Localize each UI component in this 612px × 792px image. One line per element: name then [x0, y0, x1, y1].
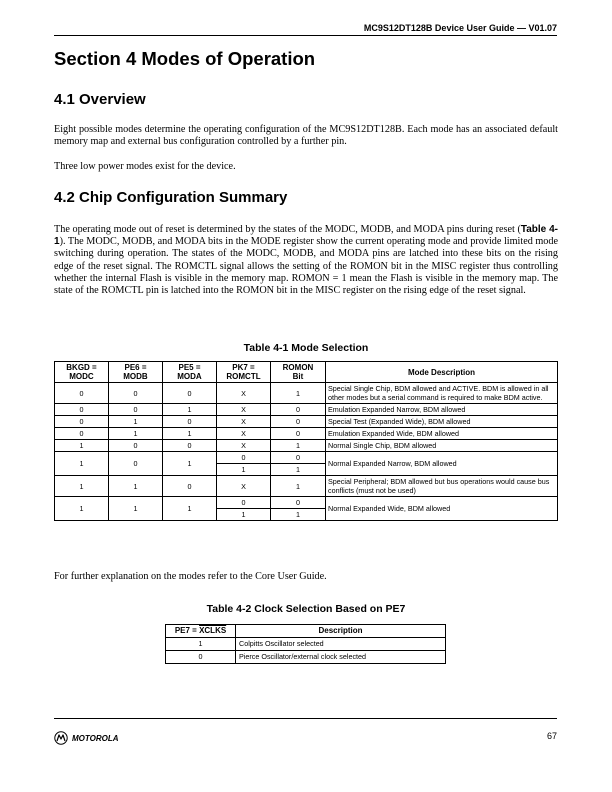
subsection-title-chip-config: 4.2 Chip Configuration Summary: [54, 189, 288, 206]
header-modb: [109, 362, 163, 383]
cell-modb: 1: [109, 428, 163, 440]
cell-pe7: 0: [166, 651, 236, 664]
cell-description: Emulation Expanded Narrow, BDM allowed: [326, 404, 558, 416]
cell-modb: 0: [109, 440, 163, 452]
motorola-batwing-icon: [54, 731, 68, 745]
cell-romon: 1: [271, 509, 326, 521]
footer-brand: MOTOROLA: [72, 733, 119, 743]
cell-modc: 1: [55, 452, 109, 476]
cell-moda: 1: [163, 452, 217, 476]
cell-modc: 1: [55, 476, 109, 497]
header-moda: [163, 362, 217, 383]
cell-modb: 0: [109, 404, 163, 416]
cell-romctl: X: [217, 416, 271, 428]
table-4-2-caption: Table 4-2 Clock Selection Based on PE7: [206, 603, 406, 615]
cell-romon: 0: [271, 428, 326, 440]
header-pe7: [166, 625, 236, 638]
header-modc-line1: BKGD =: [66, 363, 97, 372]
cell-pe7: 1: [166, 638, 236, 651]
page-number: 67: [546, 731, 557, 741]
cell-romctl: X: [217, 476, 271, 497]
cell-modb: 1: [109, 497, 163, 521]
cell-romctl: 0: [217, 452, 271, 464]
cell-romon: 0: [271, 452, 326, 464]
cell-modb: 1: [109, 476, 163, 497]
cell-romon: 1: [271, 476, 326, 497]
table-row: [55, 416, 558, 428]
header-moda-line1: PE5 =: [178, 363, 201, 372]
cell-description: Normal Expanded Narrow, BDM allowed: [326, 452, 558, 476]
cell-romctl: X: [217, 404, 271, 416]
cell-moda: 1: [163, 404, 217, 416]
table-row: [166, 651, 446, 664]
table-row: [55, 383, 558, 404]
mode-selection-table: [54, 361, 558, 521]
cell-modb: 0: [109, 383, 163, 404]
overview-paragraph-2: Three low power modes exist for the device.: [54, 161, 236, 172]
cell-description: Normal Expanded Wide, BDM allowed: [326, 497, 558, 521]
cell-description: Normal Single Chip, BDM allowed: [326, 440, 558, 452]
cell-moda: 0: [163, 383, 217, 404]
table-row: [55, 404, 558, 416]
cell-romctl: X: [217, 440, 271, 452]
chip-config-text-b: ). The MODC, MODB, and MODA bits in the MODE register show the current operating mode and provide limited mode switching during operation. The states of the MODC, MODB, and MODA pins are latched into these bits on the rising edge of the reset signal. The ROMCTL signal allows the setting of the ROMON bit in the MISC register thus controlling whether the internal Flash is visible in the memory map. ROMON = 1 mean the Flash is visible in the memory map. The state of the ROMCTL pin is latched into the ROMON bit in the MISC register on the rising edge of the reset signal.: [54, 236, 558, 297]
cell-romctl: 0: [217, 497, 271, 509]
header-romctl: [217, 362, 271, 383]
cell-modc: 1: [55, 440, 109, 452]
cell-description: Emulation Expanded Wide, BDM allowed: [326, 428, 558, 440]
cell-moda: 0: [163, 476, 217, 497]
header-modc: [55, 362, 109, 383]
cell-romctl: X: [217, 383, 271, 404]
document-header-title: MC9S12DT128B Device User Guide — V01.07: [363, 23, 557, 33]
footer-logo: [54, 731, 119, 745]
cell-moda: 1: [163, 497, 217, 521]
overview-paragraph-1: Eight possible modes determine the operating configuration of the MC9S12DT128B. Each mode has an associated default memory map and external bus configuration controlled by a further pin.: [54, 124, 558, 148]
header-rule: [54, 35, 557, 36]
cell-modb: 0: [109, 452, 163, 476]
header-moda-line2: MODA: [177, 372, 202, 381]
cell-modc: 0: [55, 383, 109, 404]
further-explanation-text: For further explanation on the modes refer to the Core User Guide.: [54, 571, 327, 582]
table-row: [55, 497, 558, 509]
cell-description: Special Test (Expanded Wide), BDM allowed: [326, 416, 558, 428]
cell-moda: 0: [163, 440, 217, 452]
cell-romon: 1: [271, 464, 326, 476]
chip-config-text-a: The operating mode out of reset is determined by the states of the MODC, MODB, and MODA pins during reset (: [54, 224, 521, 235]
header-romon-line2: Bit: [292, 372, 304, 381]
table-header-row: [55, 362, 558, 383]
table-row: [55, 428, 558, 440]
table-header-row: [166, 625, 446, 638]
cell-romon: 0: [271, 404, 326, 416]
table-4-1-reference-link[interactable]: Table 4-1: [54, 224, 558, 248]
header-modc-line2: MODC: [69, 372, 94, 381]
header-pe7-prefix: PE7 =: [174, 626, 200, 635]
table-row: [55, 452, 558, 464]
cell-description: Special Peripheral; BDM allowed but bus operations would cause bus conflicts (must not be used): [326, 476, 558, 497]
table-row: [55, 476, 558, 497]
cell-modc: 1: [55, 497, 109, 521]
cell-description: Colpitts Oscillator selected: [236, 638, 446, 651]
header-mode-description: Mode Description: [326, 362, 558, 383]
cell-modc: 0: [55, 404, 109, 416]
header-romctl-line1: PK7 =: [232, 363, 255, 372]
cell-romctl: X: [217, 428, 271, 440]
cell-romon: 1: [271, 383, 326, 404]
footer-rule: [54, 718, 557, 719]
cell-description: Pierce Oscillator/external clock selected: [236, 651, 446, 664]
cell-romon: 1: [271, 440, 326, 452]
header-romctl-line2: ROMCTL: [226, 372, 261, 381]
chip-config-paragraph: [54, 224, 558, 297]
header-modb-line2: MODB: [123, 372, 148, 381]
cell-romon: 0: [271, 416, 326, 428]
cell-modc: 0: [55, 416, 109, 428]
table-4-1-caption: Table 4-1 Mode Selection: [243, 342, 369, 354]
table-row: [166, 638, 446, 651]
header-romon-line1: ROMON: [282, 363, 314, 372]
section-title: Section 4 Modes of Operation: [54, 48, 316, 69]
subsection-title-overview: 4.1 Overview: [54, 91, 146, 108]
cell-description: Special Single Chip, BDM allowed and ACTIVE. BDM is allowed in all other modes but a serial command is required to make BDM active.: [326, 383, 558, 404]
clock-selection-table: [165, 624, 446, 664]
header-romon: [271, 362, 326, 383]
cell-romctl: 1: [217, 509, 271, 521]
cell-moda: 0: [163, 416, 217, 428]
cell-modc: 0: [55, 428, 109, 440]
header-xclks-signal: XCLKS: [199, 626, 227, 635]
cell-romctl: 1: [217, 464, 271, 476]
header-description: Description: [236, 625, 446, 638]
cell-moda: 1: [163, 428, 217, 440]
cell-modb: 1: [109, 416, 163, 428]
cell-romon: 0: [271, 497, 326, 509]
table-row: [55, 440, 558, 452]
header-modb-line1: PE6 =: [124, 363, 147, 372]
